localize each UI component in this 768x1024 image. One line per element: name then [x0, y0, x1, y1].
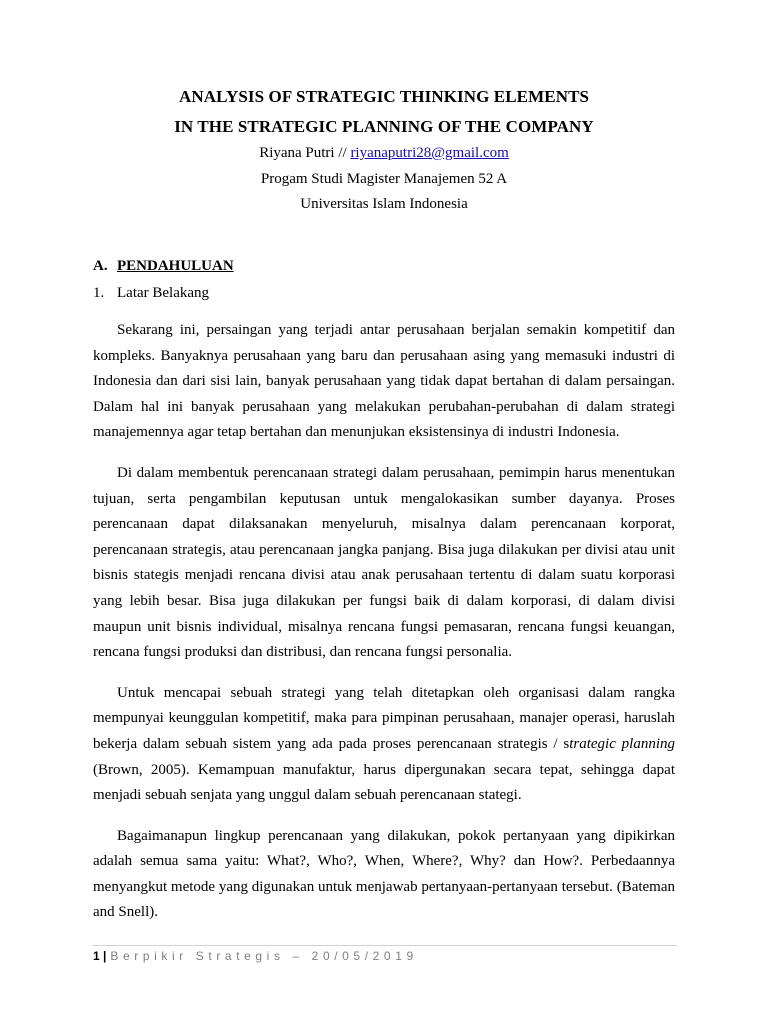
paragraph-3-text-end: (Brown, 2005). Kemampuan manufaktur, harus dipergunakan secara tepat, sehingga dapat menjadi sebuah senjata yang unggul dalam sebuah perencanaan stategi.	[93, 761, 675, 804]
footer-page-number: 1 |	[93, 949, 107, 963]
section-heading	[93, 258, 234, 275]
paper-title-line-2: IN THE STRATEGIC PLANNING OF THE COMPANY	[174, 117, 594, 136]
paper-title-line-1: ANALYSIS OF STRATEGIC THINKING ELEMENTS	[178, 87, 590, 106]
paragraph-4: Bagaimanapun lingkup perencanaan yang dilakukan, pokok pertanyaan yang dipikirkan adalah semua sama yaitu: What?, Who?, When, Where?, Why? dan How?. Perbedaannya menyangkut metode yang digunakan untuk menjawab pertanyaan-pertanyaan tersebut. (Bateman and Snell).	[93, 827, 675, 921]
paragraph-3	[93, 681, 675, 809]
paragraph-3-text-start: Untuk mencapai sebuah strategi yang telah ditetapkan oleh organisasi dalam rangka mempunyai keunggulan kompetitif, maka para pimpinan perusahaan, manajer operasi, haruslah bekerja dalam sebuah sistem yang ada pada proses perencanaan strategis / s	[93, 684, 675, 752]
subsection-title: Latar Belakang	[117, 285, 210, 301]
section-title: PENDAHULUAN	[117, 258, 234, 274]
author-email-link[interactable]: riyanaputri28@gmail.com	[350, 145, 509, 161]
author-program: Progam Studi Magister Manajemen 52 A	[260, 171, 508, 187]
author-university: Universitas Islam Indonesia	[300, 196, 468, 212]
author-line	[0, 145, 768, 162]
footer-divider	[93, 945, 677, 946]
page-footer	[93, 949, 418, 963]
body-text	[93, 318, 675, 941]
paragraph-1: Sekarang ini, persaingan yang terjadi antar perusahaan berjalan semakin kompetitif dan kompleks. Banyaknya perusahaan yang baru dan perusahaan asing yang memasuki industri di Indonesia dan dari sisi lain, banyak perusahaan yang tidak dapat bertahan di dalam persaingan. Dalam hal ini banyak perusahaan yang melakukan perubahan-perubahan di dalam strategi manajemennya agar tetap bertahan dan menunjukan eksistensinya di industri Indonesia.	[93, 322, 675, 441]
footer-text: Berpikir Strategis – 20/05/2019	[110, 949, 418, 963]
section-number: A.	[93, 258, 108, 274]
author-name: Riyana Putri //	[259, 145, 351, 161]
subsection-heading	[93, 285, 209, 302]
paragraph-3-italic-term: trategic planning	[569, 735, 675, 752]
subsection-number: 1.	[93, 285, 105, 301]
paragraph-2: Di dalam membentuk perencanaan strategi dalam perusahaan, pemimpin harus menentukan tujuan, serta pengambilan keputusan untuk mengalokasikan sumber dayanya. Proses perencanaan dapat dilaksanakan menyeluruh, misalnya dalam perencanaan korporat, perencanaan strategis, atau perencanaan jangka panjang. Bisa juga dilakukan per divisi atau unit bisnis stategis menjadi rencana divisi atau anak perusahaan tertentu di dalam suatu korporasi yang lebih besar. Bisa juga dilakukan per fungsi baik di dalam korporasi, di dalam divisi maupun unit bisnis individual, misalnya rencana fungsi pemasaran, rencana fungsi keuangan, rencana fungsi produksi dan distribusi, dan rencana fungsi personalia.	[93, 464, 675, 661]
